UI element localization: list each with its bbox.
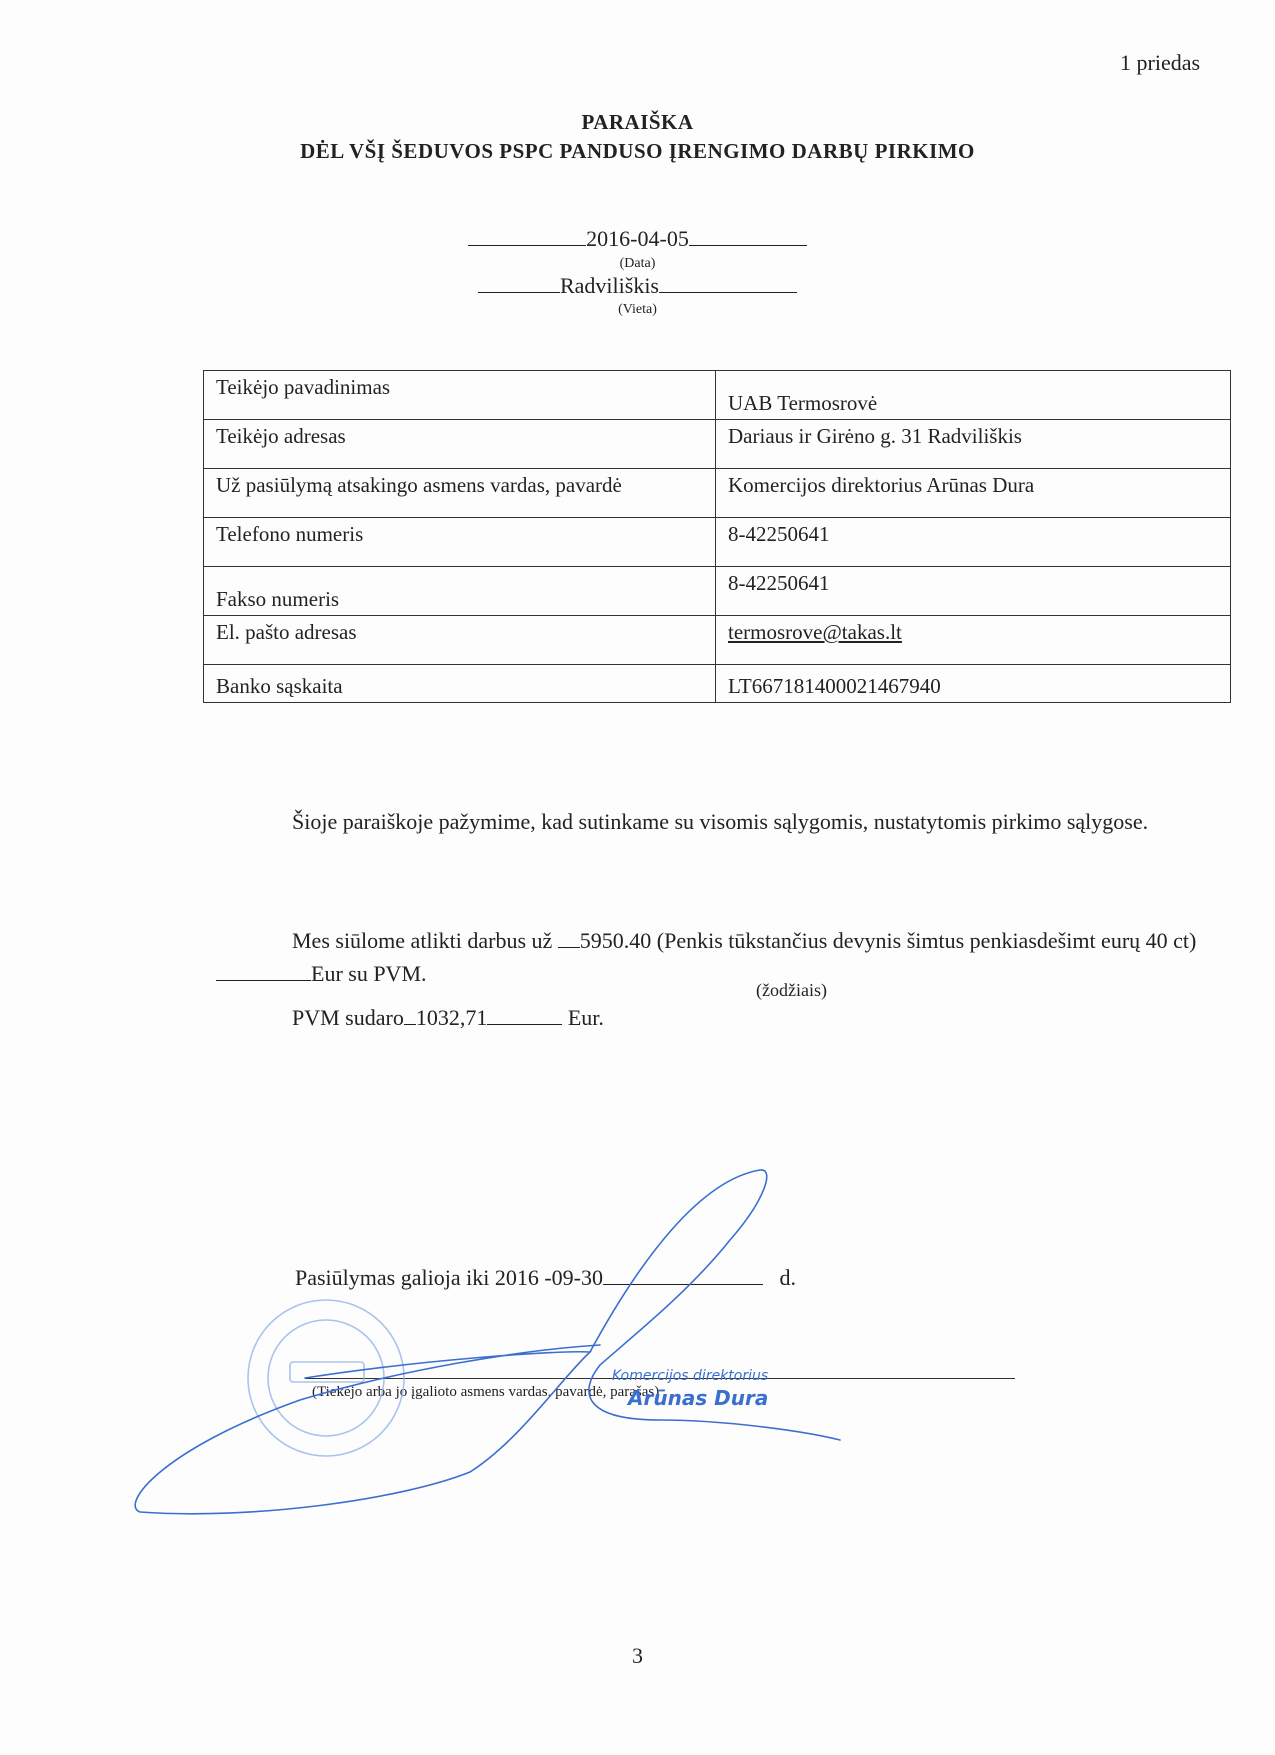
row-value: UAB Termosrovė — [716, 371, 1231, 420]
validity-prefix: Pasiūlymas galioja iki — [295, 1265, 490, 1290]
vat-prefix: PVM sudaro — [292, 1005, 404, 1030]
vat-line — [292, 1005, 604, 1031]
place-caption: (Vieta) — [618, 302, 657, 317]
table-row — [204, 665, 1231, 703]
signature-caption: (Tiekėjo arba jo įgalioto asmens vardas, pavardė, parašas) — [312, 1384, 660, 1400]
date-caption: (Data) — [619, 256, 656, 271]
vat-amount: 1032,71 — [415, 1005, 488, 1030]
stamp-name: Arūnas Dura — [628, 1386, 769, 1410]
offer-amount: 5950.40 (Penkis tūkstančius devynis šimtus penkiasdešimt eurų 40 ct) — [579, 928, 1197, 953]
table-row — [204, 616, 1231, 665]
words-caption: (žodžiais) — [756, 980, 827, 1000]
validity-line — [295, 1265, 796, 1291]
place-value: Radviliškis — [559, 273, 659, 298]
supplier-info-table — [203, 370, 1231, 703]
date-value: 2016-04-05 — [586, 226, 689, 251]
row-label: Už pasiūlymą atsakingo asmens vardas, pavardė — [204, 469, 716, 518]
offer-suffix: Eur su PVM. — [311, 961, 427, 986]
stamp-title: Komercijos direktorius — [612, 1368, 769, 1384]
place-line — [0, 273, 1275, 299]
row-value — [716, 616, 1231, 665]
table-row — [204, 469, 1231, 518]
table-row — [204, 567, 1231, 616]
vat-suffix: Eur. — [567, 1005, 604, 1030]
row-label: Banko sąskaita — [204, 665, 716, 703]
row-value: Komercijos direktorius Arūnas Dura — [716, 469, 1231, 518]
row-value: 8-42250641 — [716, 518, 1231, 567]
table-row — [204, 518, 1231, 567]
row-label: Fakso numeris — [204, 567, 716, 616]
row-label: El. pašto adresas — [204, 616, 716, 665]
agreement-paragraph: Šioje paraiškoje pažymime, kad sutinkame su visomis sąlygomis, nustatytomis pirkimo sąlygose. — [292, 809, 1149, 834]
table-row — [204, 420, 1231, 469]
row-value: 8-42250641 — [716, 567, 1231, 616]
validity-suffix: d. — [779, 1265, 796, 1290]
date-line — [0, 226, 1275, 252]
annex-label: 1 priedas — [1120, 50, 1201, 75]
document-subtitle: DĖL VŠĮ ŠEDUVOS PSPC PANDUSO ĮRENGIMO DARBŲ PIRKIMO — [300, 139, 975, 163]
email-link[interactable]: termosrove@takas.lt — [728, 620, 902, 644]
row-label: Teikėjo adresas — [204, 420, 716, 469]
signature-icon — [135, 1170, 840, 1514]
offer-prefix: Mes siūlome atlikti darbus už — [292, 928, 553, 953]
row-label: Teikėjo pavadinimas — [204, 371, 716, 420]
row-value: Dariaus ir Girėno g. 31 Radviliškis — [716, 420, 1231, 469]
row-value: LT667181400021467940 — [716, 665, 1231, 703]
row-label: Telefono numeris — [204, 518, 716, 567]
table-row — [204, 371, 1231, 420]
page-number: 3 — [632, 1643, 643, 1668]
document-title: PARAIŠKA — [581, 110, 694, 134]
validity-date: 2016 -09-30 — [494, 1265, 603, 1290]
offer-paragraph — [216, 924, 1220, 990]
